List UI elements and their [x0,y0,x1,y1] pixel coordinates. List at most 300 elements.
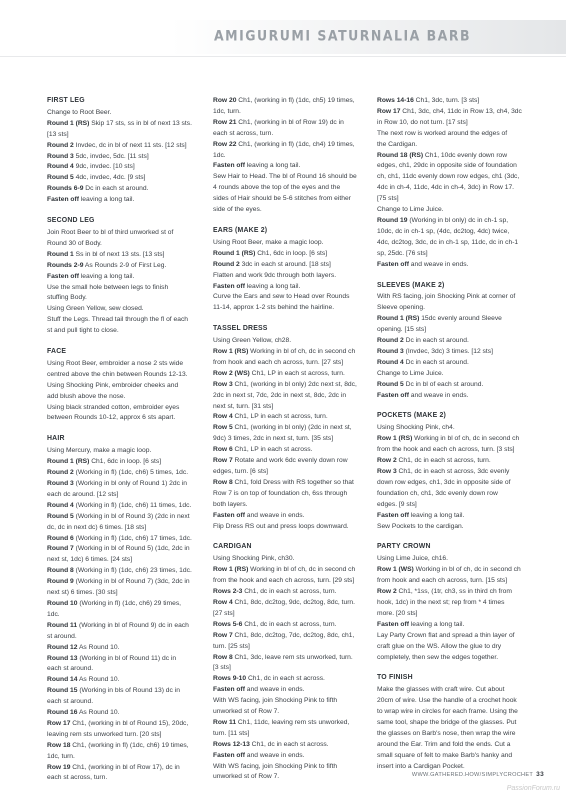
instruction-label: Row 21 [213,118,237,126]
section-heading: SECOND LEG [47,217,95,225]
instruction-label: Rows 5-6 [213,620,243,628]
pattern-line [47,544,204,555]
instruction-text: edges, ch1, 29dc in opposite side of foundation [377,162,517,170]
instruction-text: Using Root Beer, make a magic loop. [213,238,324,246]
instruction-label: Round 3 [47,152,74,160]
instruction-text: Ch1, dc in each st across, turn. [242,588,337,596]
pattern-line [213,489,370,500]
pattern-line [213,369,370,380]
instruction-text: leaving rem sts unworked turn. [20 sts] [47,730,162,738]
instruction-text: Dc in each st around. [83,185,149,193]
pattern-line [377,620,534,631]
instruction-text: Working in bl of ch, dc in second ch [413,566,521,574]
instruction-text: (Working in bl only) dc in ch-1 sp, [407,216,509,224]
pattern-line [47,381,204,392]
pattern-line [47,555,204,566]
pattern-line [377,740,534,751]
instruction-label: Row 2 [377,457,397,465]
pattern-line [213,271,370,282]
instruction-text: unworked st of Row 7. [213,773,280,781]
instruction-label: Round 1 (RS) [47,458,90,466]
page-number: 33 [536,771,544,778]
instruction-text: Round 30 of Body. [47,239,102,247]
instruction-text: Working in bl of ch, dc in second ch [248,348,356,356]
instruction-label: Row 11 [213,718,237,726]
instruction-label: Row 6 [213,446,233,454]
pattern-line [213,740,370,751]
instruction-text: As Round 10. [77,709,120,717]
pattern-line [47,664,204,675]
instruction-text: around the Ear. Trim and fold the ends. Cut a [377,740,511,748]
instruction-text: 5dc, invdec, 5dc. [11 sts] [73,152,149,160]
instruction-text: 9dc) 3 times, 2dc in next st, turn. [35 sts] [213,435,334,443]
instruction-label: Row 17 [377,107,401,115]
instruction-label: Rounds 6-9 [47,185,84,193]
pattern-line [213,642,370,653]
pattern-line [47,403,204,414]
instruction-label: Row 4 [213,413,233,421]
instruction-text: st and pull tight to close. [47,327,119,335]
pattern-line [377,358,534,369]
pattern-line [213,303,370,314]
instruction-text: between Rounds 10-12, approx 6 sts apart. [47,414,176,422]
pattern-line [377,314,534,325]
pattern-line [213,238,370,249]
section-heading: FIRST LEG [47,97,85,104]
pattern-line [213,620,370,631]
instruction-label: Fasten off [213,511,245,519]
pattern-line [47,654,204,665]
pattern-line [377,107,534,118]
instruction-text: Using Shocking Pink, ch30. [213,555,295,563]
pattern-line [47,293,204,304]
instruction-text: leaving a long tail. [244,282,301,290]
pattern-line [377,194,534,205]
instruction-text: Change to Lime Juice. [377,369,444,377]
pattern-line [47,141,204,152]
instruction-text: sides of Hair should be 5-6 stitches from either [213,195,351,203]
instruction-text: and weave in ends. [408,260,469,268]
instruction-text: Using Green Yellow, ch28. [213,337,292,345]
instruction-label: Rows 12-13 [213,740,250,748]
pattern-line [47,708,204,719]
instruction-text: and weave in ends. [408,391,469,399]
instruction-label: Row 22 [213,140,237,148]
instruction-text: Row 7 is on top of foundation ch, 6ss through [213,489,348,497]
instruction-text: Use the small hole between legs to finish [47,283,169,291]
instruction-text: 1dc, turn. [213,107,241,115]
instruction-text: side of the eyes. [213,206,262,214]
instruction-text: small square of felt to make Barb's hanky and [377,751,513,759]
pattern-line [377,751,534,762]
instruction-label: Round 2 [213,260,240,268]
pattern-line [213,751,370,762]
pattern-line [213,380,370,391]
instruction-text: Invdec, dc in bl of next 11 sts. [12 sts] [73,141,187,149]
pattern-line [47,195,204,206]
instruction-text: Change to Root Beer. [47,108,112,116]
pattern-line [47,490,204,501]
instruction-text: Join Root Beer to bl of third unworked st of [47,228,174,236]
page-footer [412,771,544,778]
instruction-text: (Working in bl of Round 9) dc in each [77,621,189,629]
instruction-label: Row 3 [377,468,397,475]
instruction-label: Fasten off [213,751,245,759]
pattern-line [377,434,534,445]
pattern-line [47,523,204,534]
instruction-label: Row 8 [213,478,233,486]
pattern-line [213,598,370,609]
instruction-text: more. [20 sts] [377,609,418,617]
instruction-text: Flip Dress RS out and press loops downward. [213,522,349,530]
pattern-line [47,599,204,610]
pattern-line [213,249,370,260]
instruction-text: Ch1, (working in fl) (1dc, ch5) 19 times, [236,97,355,104]
pattern-line [47,119,204,130]
pattern-line [47,577,204,588]
instruction-text: (Working in bls of Round 13) dc in [77,687,180,695]
instruction-label: Fasten off [213,686,245,694]
instruction-text: completely, then sew the edges together. [377,653,499,661]
pattern-line [47,675,204,686]
instruction-label: Row 1 (RS) [213,566,249,574]
instruction-text: Ch1, (working in bl only) (2dc in next st, [232,424,352,432]
instruction-label: Round 10 [47,599,78,607]
instruction-label: Round 9 [47,578,74,586]
instruction-text: Ch1, LP in each st across. [232,446,313,454]
instruction-text: (Working in fl) (1dc, ch6) 23 times, 1dc. [73,567,192,575]
instruction-label: Row 1 (RS) [213,348,249,356]
pattern-line [213,402,370,413]
instruction-label: Row 18 [47,741,71,749]
pattern-line [213,347,370,358]
pattern-line [377,500,534,511]
instruction-text: and weave in ends. [244,686,305,694]
instruction-label: Round 14 [47,676,78,684]
instruction-text: As Round 10. [77,643,120,651]
instruction-label: Fasten off [377,391,409,399]
pattern-line [47,468,204,479]
instruction-text: Ch1, fold Dress with RS together so that [232,478,354,486]
instruction-label: Round 2 [47,469,74,477]
section-heading: CARDIGAN [213,543,252,551]
pattern-line [377,423,534,434]
pattern-line [213,292,370,303]
pattern-line [377,303,534,314]
pattern-line [377,96,534,107]
instruction-text: Rotate and work 6dc evenly down row [232,457,348,465]
instruction-text: Using Green Yellow, sew closed. [47,305,144,313]
instruction-label: Row 5 [213,424,233,432]
instruction-text: (Working in bl of Round 3) (2dc in next [73,512,190,520]
pattern-line [213,194,370,205]
pattern-line [213,423,370,434]
instruction-text: Ch1, 11dc, leaving rem sts unworked, [236,718,350,726]
instruction-text: centred above the chin between Rounds 12-13. [47,370,188,378]
pattern-line [213,663,370,674]
instruction-text: 11-14, approx 1-2 sts behind the hairline. [213,304,335,312]
instruction-text: [75 sts] [377,195,399,203]
instruction-text: leaving a long tail. [244,162,301,170]
instruction-text: next st) 6 times. [30 sts] [47,589,118,597]
instruction-label: Row 4 [213,598,233,606]
instruction-label: Round 11 [47,621,78,629]
instruction-text: 4dc, invdec, 4dc. [9 sts] [73,174,146,182]
instruction-text: As Rounds 2-9 of First Leg. [83,261,167,269]
pattern-line [47,283,204,294]
instruction-label: Rows 2-3 [213,588,243,596]
instruction-label: Fasten off [377,620,409,628]
instruction-label: Fasten off [213,282,245,290]
instruction-text: Skip 17 sts, ss in bl of next 13 sts. [89,119,192,127]
instruction-label: Round 19 [377,216,408,224]
pattern-line [47,392,204,403]
instruction-text: in Row 10, do not turn. [17 sts] [377,118,468,126]
instruction-text: 20cm of wire. Use the handle of a crochet hook [377,697,517,705]
instruction-text: Dc in each st around. [403,358,469,366]
instruction-text: Dc in bl of each st around. [403,380,484,388]
pattern-line [213,587,370,598]
instruction-text: 1dc. [213,151,226,159]
pattern-line [47,184,204,195]
pattern-line [377,653,534,664]
instruction-text: Ch1, (working in bl only) 2dc next st, 8dc, [232,380,357,388]
instruction-text: each dc around. [12 sts] [47,490,119,498]
pattern-line [47,588,204,599]
instruction-text: Using black stranded cotton, embroider eyes [47,403,180,411]
instruction-text: Ch1, LP in each st across, turn. [232,413,328,421]
pattern-line [47,413,204,424]
instruction-text: (Working in bl of Round 7) (3dc, 2dc in [73,578,190,586]
instruction-text: [3 sts] [213,664,231,672]
pattern-line [47,304,204,315]
pattern-line [377,707,534,718]
instruction-text: Curve the Ears and sew to Head over Rounds [213,293,350,301]
instruction-text: Ch1, 10dc evenly down row [423,151,508,159]
pattern-line [213,172,370,183]
instruction-text: Lay Party Crown flat and spread a thin layer of [377,631,515,639]
pattern-line [377,587,534,598]
instruction-label: Round 3 [377,347,404,355]
instruction-label: Fasten off [377,260,409,268]
instruction-label: Fasten off [47,196,79,204]
instruction-text: stuffing Body. [47,294,87,302]
pattern-line [377,336,534,347]
section-heading: TO FINISH [377,674,413,682]
pattern-line [377,511,534,522]
instruction-text: (Working in fl) (1dc, ch6) 11 times, 1dc. [73,501,192,509]
pattern-line [47,261,204,272]
instruction-text: Sleeve opening. [377,304,425,312]
instruction-text: Ch1, 3dc, turn. [3 sts] [413,97,480,104]
pattern-line [213,565,370,576]
instruction-text: leaving a long tail. [78,272,135,280]
instruction-text: dc, dc in next dc) 6 times. [18 sts] [47,523,147,531]
instruction-text: unworked st of Row 7. [213,708,280,716]
instruction-text: Ch1, *1ss, (1tr, ch3, ss in third ch from [396,588,512,596]
instruction-text: Working in bl of ch, dc in second ch [248,566,356,574]
instruction-text: (Working in bl only of Round 1) 2dc in [73,480,187,487]
instruction-text: With RS facing, join Shocking Pink at corner of [377,293,516,301]
watermark: PassionForum.ru [506,785,560,792]
instruction-text: Ch1, LP in each st across, turn. [249,369,345,377]
instruction-text: leaving a long tail. [78,196,135,204]
pattern-line [213,282,370,293]
pattern-line [377,260,534,271]
pattern-line [47,130,204,141]
pattern-line [377,227,534,238]
instruction-label: Round 8 [47,567,74,575]
instruction-text: With WS facing, join Shocking Pink to fifth [213,762,338,770]
pattern-line [47,315,204,326]
instruction-label: Round 4 [47,163,74,171]
pattern-line [47,730,204,741]
section-heading: FACE [47,348,67,356]
pattern-line [47,773,204,784]
instruction-text: Ch1, dc in each st across. [246,675,325,683]
instruction-label: Row 1 (WS) [377,566,414,574]
instruction-text: [13 sts] [47,130,69,138]
instruction-text: Ch1, (working in bl of Row 17), dc in [70,763,180,771]
pattern-line [213,336,370,347]
pattern-line [47,173,204,184]
pattern-line [213,161,370,172]
pattern-line [377,445,534,456]
instruction-text: Ch1, (working in bl of Row 19) dc in [236,118,344,126]
pattern-line [47,512,204,523]
pattern-line [377,391,534,402]
instruction-text: same tool, shape the bridge of the glasses. Put [377,719,517,727]
pattern-line [213,391,370,402]
pattern-line [377,598,534,609]
pattern-line [213,205,370,216]
instruction-text: Ss in bl of next 13 sts. [13 sts] [73,250,165,258]
pattern-line [213,685,370,696]
pattern-line [377,183,534,194]
instruction-label: Fasten off [377,511,409,519]
pattern-line [47,501,204,512]
instruction-text: Ch1, (working in bl of Round 15), 20dc, [70,719,189,727]
instruction-label: Round 2 [377,337,404,345]
instruction-text: craft glue on the WS. Allow the glue to dry [377,642,502,650]
instruction-label: Round 5 [47,174,74,182]
pattern-line [47,741,204,752]
pattern-line [213,609,370,620]
instruction-text: Ch1, dc in each st across, turn. [242,620,337,628]
instruction-text: 1dc, turn. [47,752,75,760]
instruction-label: Round 3 [47,480,74,487]
section-heading: EARS (MAKE 2) [213,226,268,234]
instruction-text: Ch1, dc in each st across. [249,740,329,748]
pattern-line [377,325,534,336]
pattern-line [377,522,534,533]
instruction-text: Make the glasses with craft wire. Cut about [377,686,505,694]
instruction-label: Round 2 [47,141,74,149]
instruction-text: Stuff the Legs. Thread tail through the fl of each [47,316,189,324]
footer-url: WWW.GATHERED.HOW/SIMPLYCROCHET [411,772,534,778]
section-heading: HAIR [47,435,65,443]
pattern-line [377,369,534,380]
instruction-label: Row 2 [377,588,397,596]
pattern-line [213,412,370,423]
pattern-line [213,674,370,685]
instruction-text: Sew Hair to Head. The bl of Round 16 should be [213,173,357,181]
pattern-line [213,151,370,162]
pattern-line [47,326,204,337]
pattern-line [213,260,370,271]
pattern-line [47,152,204,163]
pattern-line [377,729,534,740]
pattern-line [377,172,534,183]
instruction-label: Round 12 [47,643,78,651]
pattern-line [377,576,534,587]
pattern-line [377,565,534,576]
text-column-3 [377,96,534,773]
pattern-line [47,719,204,730]
instruction-text: 4 rounds above the top of the eyes and the [213,184,341,192]
instruction-text: The next row is worked around the edges of [377,129,508,137]
instruction-text: the Cardigan. [377,140,418,148]
instruction-text: the glasses on Barb's nose, then wrap the wire [377,729,516,737]
pattern-line [47,566,204,577]
instruction-label: Fasten off [213,162,245,170]
instruction-text: Ch1, dc in each st across, 3dc evenly [396,468,510,475]
pattern-line [47,370,204,381]
pattern-line [47,610,204,621]
instruction-text: Ch1, 6dc in loop. [6 sts] [255,249,328,257]
instruction-text: each st across, turn. [213,129,274,137]
instruction-text: Using Lime Juice, ch16. [377,555,448,563]
instruction-label: Row 7 [213,457,233,465]
instruction-label: Round 4 [377,358,404,366]
pattern-line [47,228,204,239]
instruction-text: from the hook and each ch across, turn. [29 sts] [213,577,355,585]
instruction-text: hook, 1dc) in the next st; rep from * 4 times [377,598,505,606]
instruction-label: Round 1 (RS) [47,119,90,127]
instruction-text: leaving a long tail. [408,511,465,519]
pattern-line [213,467,370,478]
instruction-text: (Working in bl of Round 11) dc in [77,654,177,662]
pattern-line [377,478,534,489]
instruction-text: (Invdec, 3dc) 3 times. [12 sts] [403,347,493,355]
pattern-line [47,359,204,370]
pattern-line [377,696,534,707]
instruction-text: Flatten and work 9dc through both layers. [213,271,337,279]
instruction-text: 10dc, dc in ch-1 sp, (4dc, dc2tog, 4dc) twice, [377,227,510,235]
instruction-label: Row 19 [47,763,71,771]
pattern-line [213,500,370,511]
instruction-text: (Working in fl) (1dc, ch6) 17 times, 1dc. [73,534,192,542]
instruction-text: (Working in fl) (1dc, ch6) 5 times, 1dc. [73,469,189,477]
instruction-text: foundation ch, ch1, 3dc evenly down row [377,489,498,497]
pattern-line [47,697,204,708]
instruction-text: Using Shocking Pink, embroider cheeks and [47,381,179,389]
pattern-line [213,576,370,587]
pattern-line [47,752,204,763]
instruction-text: next st, turn. [31 sts] [213,402,274,410]
instruction-text: from hook and each ch across, turn. [27 sts] [213,358,344,366]
pattern-line [377,380,534,391]
pattern-line [213,358,370,369]
pattern-line [377,161,534,172]
instruction-text: both layers. [213,500,248,508]
pattern-line [213,707,370,718]
instruction-text: from hook and each ch across, turn. [15 sts] [377,577,508,585]
section-heading: TASSEL DRESS [213,325,268,333]
instruction-label: Row 2 (WS) [213,369,250,377]
pattern-line [47,239,204,250]
instruction-text: Ch1, 8dc, dc2tog, 7dc, dc2tog, 8dc, ch1, [232,631,355,639]
